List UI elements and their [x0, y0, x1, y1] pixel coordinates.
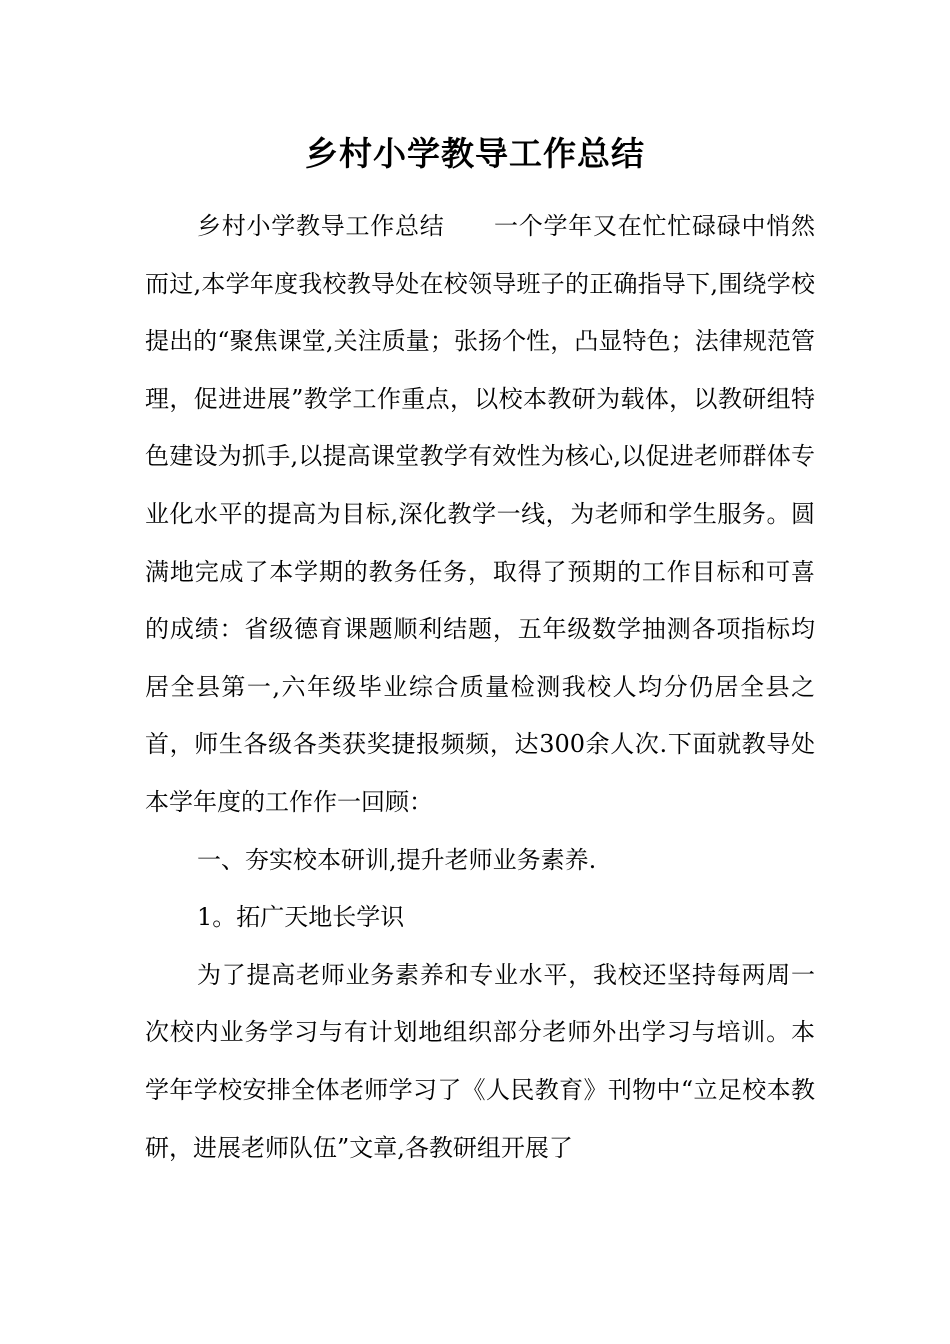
document-title: 乡村小学教导工作总结: [305, 134, 645, 173]
subsection-heading-1: 1。拓广天地长学识: [197, 903, 405, 932]
paragraph-training: 为了提高老师业务素养和专业水平，我校还坚持每两周一次校内业务学习与有计划地组织部分老师外出学习与培训。本学年学校安排全体老师学习了《人民教育》刊物中“立足校本教研，进展老师队伍”文章,各教研组开展了: [145, 960, 815, 1162]
document-body: [145, 198, 815, 1177]
paragraph-intro: 乡村小学教导工作总结 一个学年又在忙忙碌碌中悄然而过,本学年度我校教导处在校领导班子的正确指导下,围绕学校提出的“聚焦课堂,关注质量；张扬个性，凸显特色；法律规范管理，促进进展”教学工作重点，以校本教研为载体，以教研组特色建设为抓手,以提高课堂教学有效性为核心,以促进老师群体专业化水平的提高为目标,深化教学一线，为老师和学生服务。圆满地完成了本学期的教务任务，取得了预期的工作目标和可喜的成绩：省级德育课题顺利结题，五年级数学抽测各项指标均居全县第一,六年级毕业综合质量检测我校人均分仍居全县之首，师生各级各类获奖捷报频频，达300余人次.下面就教导处本学年度的工作作一回顾：: [145, 212, 815, 816]
section-heading-1: 一、夯实校本研训,提升老师业务素养.: [197, 845, 597, 874]
